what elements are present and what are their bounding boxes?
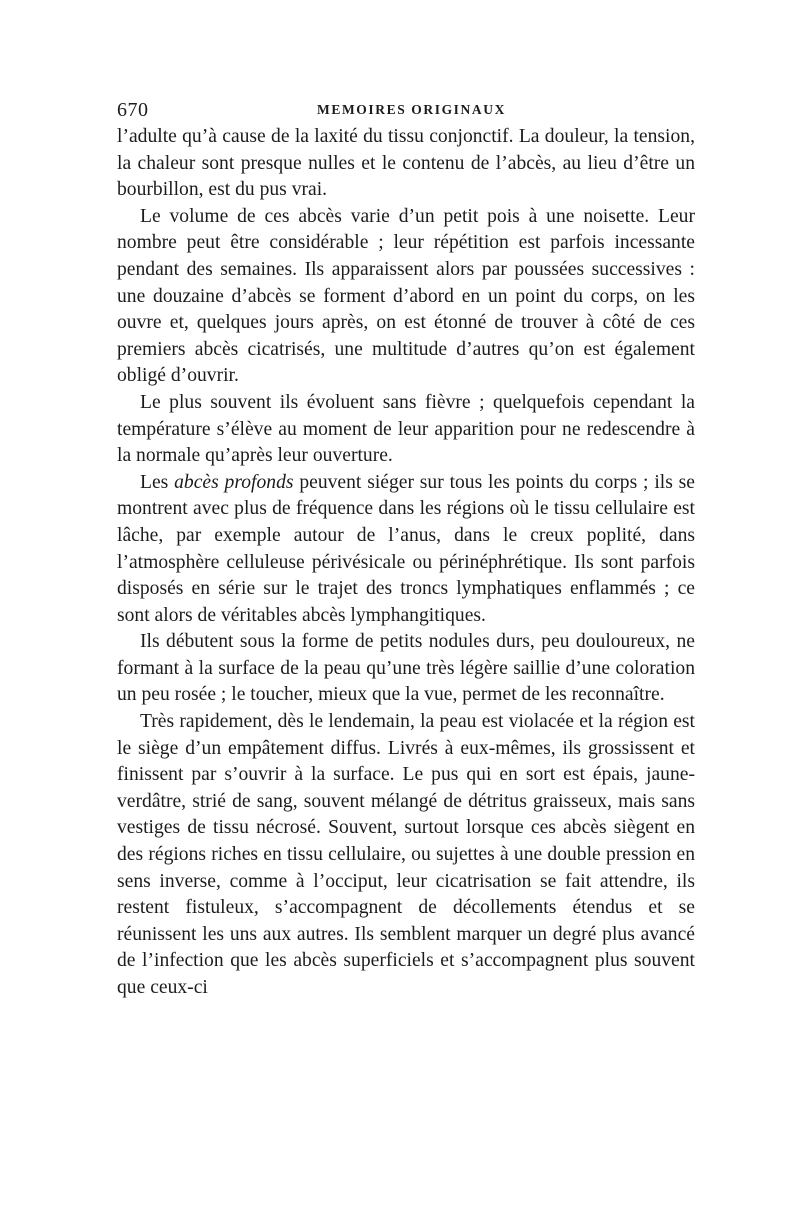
paragraph-4-rest: peuvent siéger sur tous les points du corps ; ils se montrent avec plus de fréquence dans les régions où le tissu cellulaire est lâche, par exemple autour de l’anus, dans le creux poplité, dans l’atmosphère celluleuse périvésicale ou périnéphrétique. Ils sont parfois disposés en série sur le trajet des troncs lymphatiques enflammés ; ce sont alors de véritables abcès lymphangitiques.	[117, 471, 695, 626]
paragraph-4-lead: Les	[140, 471, 175, 493]
paragraph-5: Ils débutent sous la forme de petits nodules durs, peu douloureux, ne formant à la surface de la peau qu’une très légère saillie d’une coloration un peu rosée ; le toucher, mieux que la vue, permet de les reconnaître.	[117, 631, 695, 706]
paragraph-2: Le volume de ces abcès varie d’un petit pois à une noisette. Leur nombre peut être considérable ; leur répétition est parfois incessante pendant des semaines. Ils apparaissent alors par poussées successives : une douzaine d’abcès se forment d’abord en un point du corps, on les ouvre et, quelques jours après, on est étonné de trouver à côté de ces premiers abcès cicatrisés, une multitude d’autres qu’on est également obligé d’ouvrir.	[117, 205, 695, 387]
page-number: 670	[117, 99, 149, 121]
running-title: MEMOIRES ORIGINAUX	[317, 102, 506, 117]
paragraph-4	[117, 470, 695, 630]
italic-term-abces-profonds: abcès profonds	[174, 471, 294, 493]
paragraph-1: l’adulte qu’à cause de la laxité du tissu conjonctif. La douleur, la tension, la chaleur sont presque nulles et le contenu de l’abcès, au lieu d’être un bourbillon, est du pus vrai.	[117, 126, 695, 201]
body-text	[117, 124, 695, 1002]
paragraph-6: Très rapidement, dès le lendemain, la peau est violacée et la région est le siège d’un empâtement diffus. Livrés à eux-mêmes, ils grossissent et finissent par s’ouvrir à la surface. Le pus qui en sort est épais, jaune-verdâtre, strié de sang, souvent mélangé de détritus graisseux, mais sans vestiges de tissu nécrosé. Souvent, surtout lorsque ces abcès siègent en des régions riches en tissu cellulaire, ou sujettes à une double pression en sens inverse, comme à l’occiput, leur cicatrisation se fait attendre, ils restent fistuleux, s’accompagnent de décollements étendus et se réunissent les uns aux autres. Ils semblent marquer un degré plus avancé de l’infection que les abcès superficiels et s’accompagnent plus souvent que ceux-ci	[117, 711, 695, 998]
paragraph-3: Le plus souvent ils évoluent sans fièvre ; quelquefois cependant la température s’élève au moment de leur apparition pour ne redescendre à la normale qu’après leur ouverture.	[117, 391, 695, 467]
running-head	[117, 98, 695, 122]
